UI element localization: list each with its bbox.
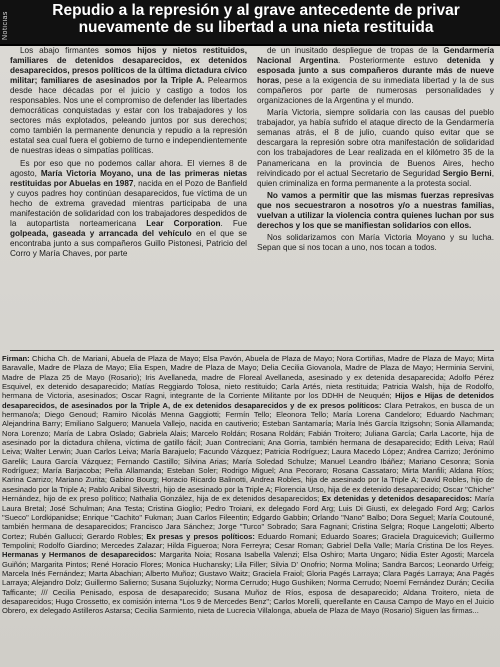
signatory-group-heading: Hermanas y Hermanos de desaparecidos: xyxy=(2,550,160,560)
body-text: de un inusitado despliegue de tropas de la xyxy=(267,46,444,55)
bold-text: María Victoria Moyano, una de las primeras nietas restituidas por Abuelas en 1987 xyxy=(10,168,247,188)
article-paragraph xyxy=(10,159,247,259)
section-tag: Noticias xyxy=(2,11,9,40)
body-text: Nos solidarizamos con María Victoria Moyano y su lucha. Sepan que si nos tocan a uno, nos tocan a todos. xyxy=(257,232,494,252)
body-text: Es por eso que no podemos callar ahora. El viernes 8 de agosto, xyxy=(10,158,247,178)
body-text: Pelearmos desde hace décadas por el juicio y castigo a todos los responsables. Nos une el compromiso de defender las libertades democráticas conquistadas y estar con los trabajadores y los sectores más explotados, peleando juntos por sus derechos; como también la permanente denuncia y repudio a la represión estatal sea cual fuera el gobierno de turno e independientemente de nuestras ideas o simpatías políticas. xyxy=(10,76,247,156)
signatories-list xyxy=(2,354,494,665)
headline xyxy=(18,2,494,36)
bold-text: golpeada, gaseada y arrancada del vehículo xyxy=(10,228,192,238)
section-divider xyxy=(10,350,494,351)
signatory-names: Eduardo Romani; Eduardo Soares; Graciela Draguicevich; Guillermo Tempolini; Rodolfo Giardino; Mercedes Zalazar; Hilda Figueroa; Nora Ferreyra; Cesar Roman; Gabriel Della Valle; María Cristina De los Reyes. xyxy=(2,531,494,550)
signatory-group-heading: Ex presas y presos políticos: xyxy=(146,531,258,541)
article-paragraph xyxy=(257,108,494,188)
body-text: . Posteriormente estuvo xyxy=(338,56,447,66)
signatory-group-heading: Ex detenidas y detenidos desaparecidos: xyxy=(321,494,475,504)
signatory-names: Chicha Ch. de Mariani, Abuela de Plaza de Mayo; Elsa Pavón, Abuela de Plaza de Mayo; Nora Cortiñas, Madre de Plaza de Mayo; Mirta Baravalle, Madre de Plaza de Mayo; Elia Espen, Madre de Plaza de Mayo; Delia Cecilia Giovanola, Madre de Plaza de Mayo; Herminia Servini, Madre de Plaza 25 de Mayo (Rosario); Iris Avellaneda, madre de Floreal Avellaneda, asesinado y ex detenida desaparecida; Adolfo Pérez Esquivel, ex detenido desaparecido; Matías Reggiardo Tolosa, nieto restituido; Carla Artés, nieta restituida; Patricia Walsh, hija de Rodolfo, hermana de Victoria, asesinados; Oscar Ragni, integrante de la Corriente Militante por los DDHH de Neuquén; xyxy=(2,354,494,401)
article-body xyxy=(10,46,494,346)
article-column-left xyxy=(10,46,247,346)
signatory-names: Margarita Noia; Rosana Isabella Valenzi; Elsa Oshiro; Marta Ungaro; Nidia Ester Agosti; Marcela Guiñón; Margarita Pintos; René Horacio Flores; Monica Huchansky; Lila Filler; Silvia D' Onofrio; Norma Molina; Sandra Barcos; Leonardo Urfeig; Marcela Inés Fernández; Marta Abachian; Alberto Muñoz; Gustavo Waitz; Graciela Fraiol; Gloria Pagés Larraya; Clara Pagés Larraya; Ana Pagés Larraya; Alejandro Dolz; Guillermo Salierno; Susana Sujoluzky; Norma Cerrudo; Hugo Gushiken; Norma Cerrudo; Noemí Fernández Durán; Cecilia Tafficante; /// Cecilia Penisado, esposa de desaparecido; Susana Muñoz de Ríos, esposa de desaparecido; Aldana Troitero, nieta de desaparecidos; Hugo Crossetto, ex comisión interna "Los 9 de Mercedes Benz"; Carlos Morelli, querellante en Causa Campo de Mayo en el Juicio Obrero, ex delegado Astilleros Astarsa; Cecilia Sarmiento, nieta de Lucrecia Villalonga, abuela de Plaza de Mayo (Rosario) Siguen las firmas... xyxy=(2,550,494,616)
article-paragraph xyxy=(257,46,494,106)
headline-line-1: Repudio a la represión y al grave antecedente de privar xyxy=(52,2,460,19)
article-paragraph xyxy=(10,46,247,157)
signatory-group-heading: Hijos e Hijas de detenidos desaparecidos, de asesinados por la Triple A, de ex detenidos desaparecidos y de ex presos políticos: xyxy=(2,391,494,410)
signatory-names: María Laura Bretal; José Schulman; Ana Testa; Cristina Gioglio; Pedro Troiani, ex delegado Ford Arg; Luis Di Giusti, ex delegado Ford Arg; Carlos "Sueco" Lordkipanidse; Enrique "Cachito" Fukman; Juan Carlos Fileentin; Edgardo Gabbin; Orlando "Nano" Balbo; Dora Seguel; María Coutouné, también hermana de desaparecidos; Francisco Jara Sánchez; Jorge "Turco" Sobrado; Sara Fagnani; Cristina Selgra; Roque Langelotti; Alberto Cortez; Rubén Gallucci; Gerardo Robles; xyxy=(2,494,494,541)
headline-line-2: nuevamente de su libertad a una nieta restituida xyxy=(78,19,434,36)
bold-text: No vamos a permitir que las mismas fuerzas represivas que nos secuestraron a nosotros y/o a nuestras familias, vuelvan a utilizar la violencia contra quienes luchan por sus derechos y los que se manifiestan solidarios con ellos. xyxy=(257,190,494,230)
bold-text: detenida y esposada junto a sus compañeros durante más de nueve horas xyxy=(257,56,494,86)
signatory-group-heading: Firman: xyxy=(2,354,33,363)
body-text: . Fue xyxy=(220,218,247,228)
body-text: , nacida en el Pozo de Banfield y cuyos padres hoy continúan desaparecidos, fue víctima de un hecho de extrema gravedad mientras participaba de una manifestación de solidaridad con los trabajadores despedidos de la autopartista norteamericana xyxy=(10,178,247,228)
body-text: , pese a la exigencia de su inmediata libertad y la de sus compañeros por parte de numerosas personalidades y organizaciones de la Argentina y el mundo. xyxy=(257,76,494,106)
article-paragraph xyxy=(257,191,494,231)
article-column-right xyxy=(257,46,494,346)
bold-text: somos hijos y nietos restituidos, familiares de detenidos desaparecidos, ex detenidos desaparecidos, presos políticos de la última dictadura cívico militar; familiares de asesinados por la Triple A. xyxy=(10,46,247,86)
headline-banner xyxy=(0,0,500,46)
article-paragraph xyxy=(257,233,494,253)
body-text: Los abajo firmantes xyxy=(20,46,105,55)
body-text: en el que se encontraba junto a sus compañeros Guillo Pistonesi, Patricio del Corro y María Chaves, por parte xyxy=(10,228,247,258)
body-text: , quien criminaliza en forma permanente a la protesta social. xyxy=(257,168,494,188)
bold-text: Gendarmería Nacional Argentina xyxy=(257,46,494,66)
body-text: María Victoria, siempre solidaria con las causas del pueblo trabajador, ya había sufrido el ataque directo de la Gendarmería semanas atrás, el 8 de julio, cuando quiso evitar que se descargara la represión sobre otra manifestación de solidaridad con los trabajadores de Lear realizada en el kilómetro 35 de la Panamericana en la provincia de Buenos Aires, hecho reivindicado por el actual Secretario de Seguridad xyxy=(257,108,494,178)
bold-text: Sergio Berni xyxy=(442,168,492,178)
signatory-names: Clara Petrakos, en busca de un hermano/a; Diego Genoud; Ramiro Nicolás Menna Gaggiotti; Fermín Tello; Eleonora Tello; María Lorena Candeloro; Eduardo Nachman; Alejandrina Barry; Emiliano Salguero; Manuela Vallejo, nacida en cautiverio; Esteban Santamaría; María Inés García Itzigsohn; Sonia Allamanda; Nora Lorenzo; María de Labra Oslado; Gabriela Alais; Marcelo Roldán; Rosana Roldán; Fabián Troitero; Juliana García; Carla Lacorte, hija de asesinado por la dictadura chilena, víctima de gatillo fácil; Juan Contreciani; Ana Gorria, también hermana de desaparecido; Edith Leiva; Raúl Leiva; Walter Lerwin; Juan Carlos Leiva; María Barajuelo; Facundo Vázquez; Patricia Rodríguez; Laura Macedo López; Andrea Carrizo; Jerónimo Garelik; Laura García Vázquez; Fernando Castillo; Silvina Arias; María Soledad Schulze; Manuel Leandro Ibáñez; Mariano Cesonra; Sonia Rodríguez; María Barjacoba; Peña Allamanda; Esteban Soler; Rodrigo Miguel; Ana Pecoraro; Rosana Cassataro; Mirta Manfili; Aldana Ríos; Karina Carrizo; Mariano Zurita; Gabino Bourg; Horacio Ricardo Balinotti, Andrea Robles, hija de asesinado por la Triple A; David Robles, hijo de asesinado por la Triple A; Pablo Anibal Silvestri, hijo de asesinado por la Triple A; Florencia Urso, hija de ex detenido desaparecido; Oscar "Chiche" Hernández, hijo de ex preso político; Nathalia González, hija de ex detenidos desaparecidos; xyxy=(2,400,494,504)
bold-text: Lear Corporation xyxy=(146,218,221,228)
